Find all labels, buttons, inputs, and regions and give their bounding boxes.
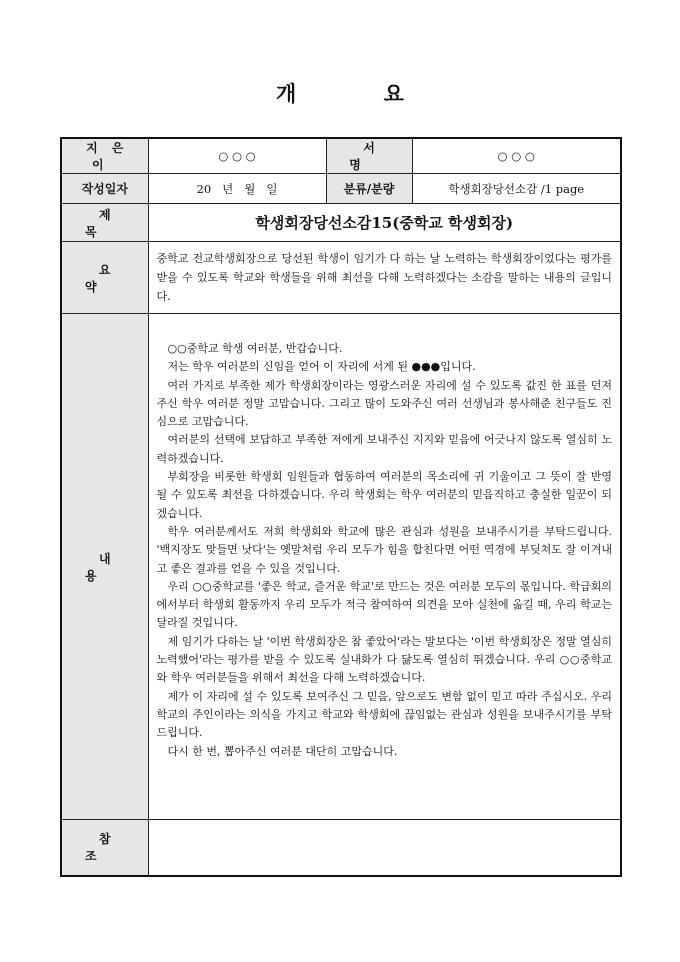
- content-paragraph: 학우 여러분께서도 저희 학생회와 학교에 많은 관심과 성원을 보내주시기를 부탁드립니다. '백지장도 맞들면 낫다'는 옛말처럼 우리 모두가 힘을 합친다면 어떤 역경에 부딪쳐도 잘 이겨내고 좋은 결과를 얻을 수 있을 것입니다.: [156, 524, 612, 575]
- content-paragraph: 우리 ○○중학교를 '좋은 학교, 즐거운 학교'로 만드는 것은 여러분 모두의 몫입니다. 학급회의에서부터 학생회 활동까지 우리 모두가 적극 참여하여 의견을 모아 실천에 옮길 때, 우리 학교는 달라질 것입니다.: [156, 579, 612, 630]
- content-paragraph: 여러 가지로 부족한 제가 학생회장이라는 영광스러운 자리에 설 수 있도록 값진 한 표를 던져주신 학우 여러분 정말 고맙습니다. 그리고 많이 도와주신 여러 선생님과 봉사해준 친구들도 진심으로 고맙습니다.: [156, 378, 612, 429]
- category-value: 학생회장당선소감 /1 page: [412, 174, 621, 204]
- date-label: 작성일자: [61, 174, 148, 204]
- reference-value: [148, 820, 621, 876]
- reference-label: 참 조: [61, 820, 148, 876]
- subject-label: 제 목: [61, 204, 148, 242]
- content-paragraph: 다시 한 번, 뽑아주신 여러분 대단히 고맙습니다.: [167, 744, 398, 758]
- content-paragraph: 제 임기가 다하는 날 '이번 학생회장은 참 좋았어'라는 말보다는 '이번 학생회장은 정말 열심히 노력했어'라는 평가를 받을 수 있도록 실내화가 다 닳도록 열심히 뛰겠습니다. 우리 ○○중학교와 학우 여러분들을 위해서 최선을 다해 노력하겠습니다.: [156, 634, 612, 685]
- date-value: 20 년 월 일: [148, 174, 326, 204]
- document-title: 개 요: [276, 81, 444, 106]
- author-label: 지은이: [61, 138, 148, 174]
- summary-label: 요 약: [61, 242, 148, 314]
- subject-value: 학생회장당선소감15(중학교 학생회장): [148, 204, 621, 242]
- content-paragraph: ○○중학교 학생 여러분, 반갑습니다.: [167, 342, 343, 355]
- summary-text: 중학교 전교학생회장으로 당선된 학생이 임기가 다 하는 날 노력하는 학생회장이었다는 평가를 받을 수 있도록 학교와 학생들을 위해 최선을 다해 노력하겠다는 소감을 말하는 내용의 글입니다.: [148, 242, 621, 314]
- category-label: 분류/분량: [326, 174, 412, 204]
- content-body: [148, 314, 621, 820]
- content-paragraph: 부회장을 비롯한 학생회 임원들과 협동하여 여러분의 목소리에 귀 기울이고 그 뜻이 잘 반영될 수 있도록 최선을 다하겠습니다. 우리 학생회는 학우 여러분의 믿음직하고 충실한 일꾼이 되겠습니다.: [156, 470, 612, 520]
- signature-value: ○ ○ ○: [412, 138, 621, 174]
- signature-label: 서 명: [326, 138, 412, 174]
- content-paragraph: 제가 이 자리에 설 수 있도록 보여주신 그 믿음, 앞으로도 변함 없이 믿고 따라 주십시오. 우리 학교의 주인이라는 의식을 가지고 학교와 학생회에 끊임없는 관심과 성원을 보내주시기를 부탁드립니다.: [156, 689, 612, 740]
- content-label: 내 용: [61, 314, 148, 820]
- author-value: ○ ○ ○: [148, 138, 326, 174]
- content-paragraph: 여러분의 선택에 보답하고 부족한 저에게 보내주신 지지와 믿음에 어긋나지 않도록 열심히 노력하겠습니다.: [156, 433, 612, 465]
- overview-form: [60, 137, 622, 877]
- content-paragraph: 저는 학우 여러분의 신임을 얻어 이 자리에 서게 된 ●●●입니다.: [167, 360, 476, 374]
